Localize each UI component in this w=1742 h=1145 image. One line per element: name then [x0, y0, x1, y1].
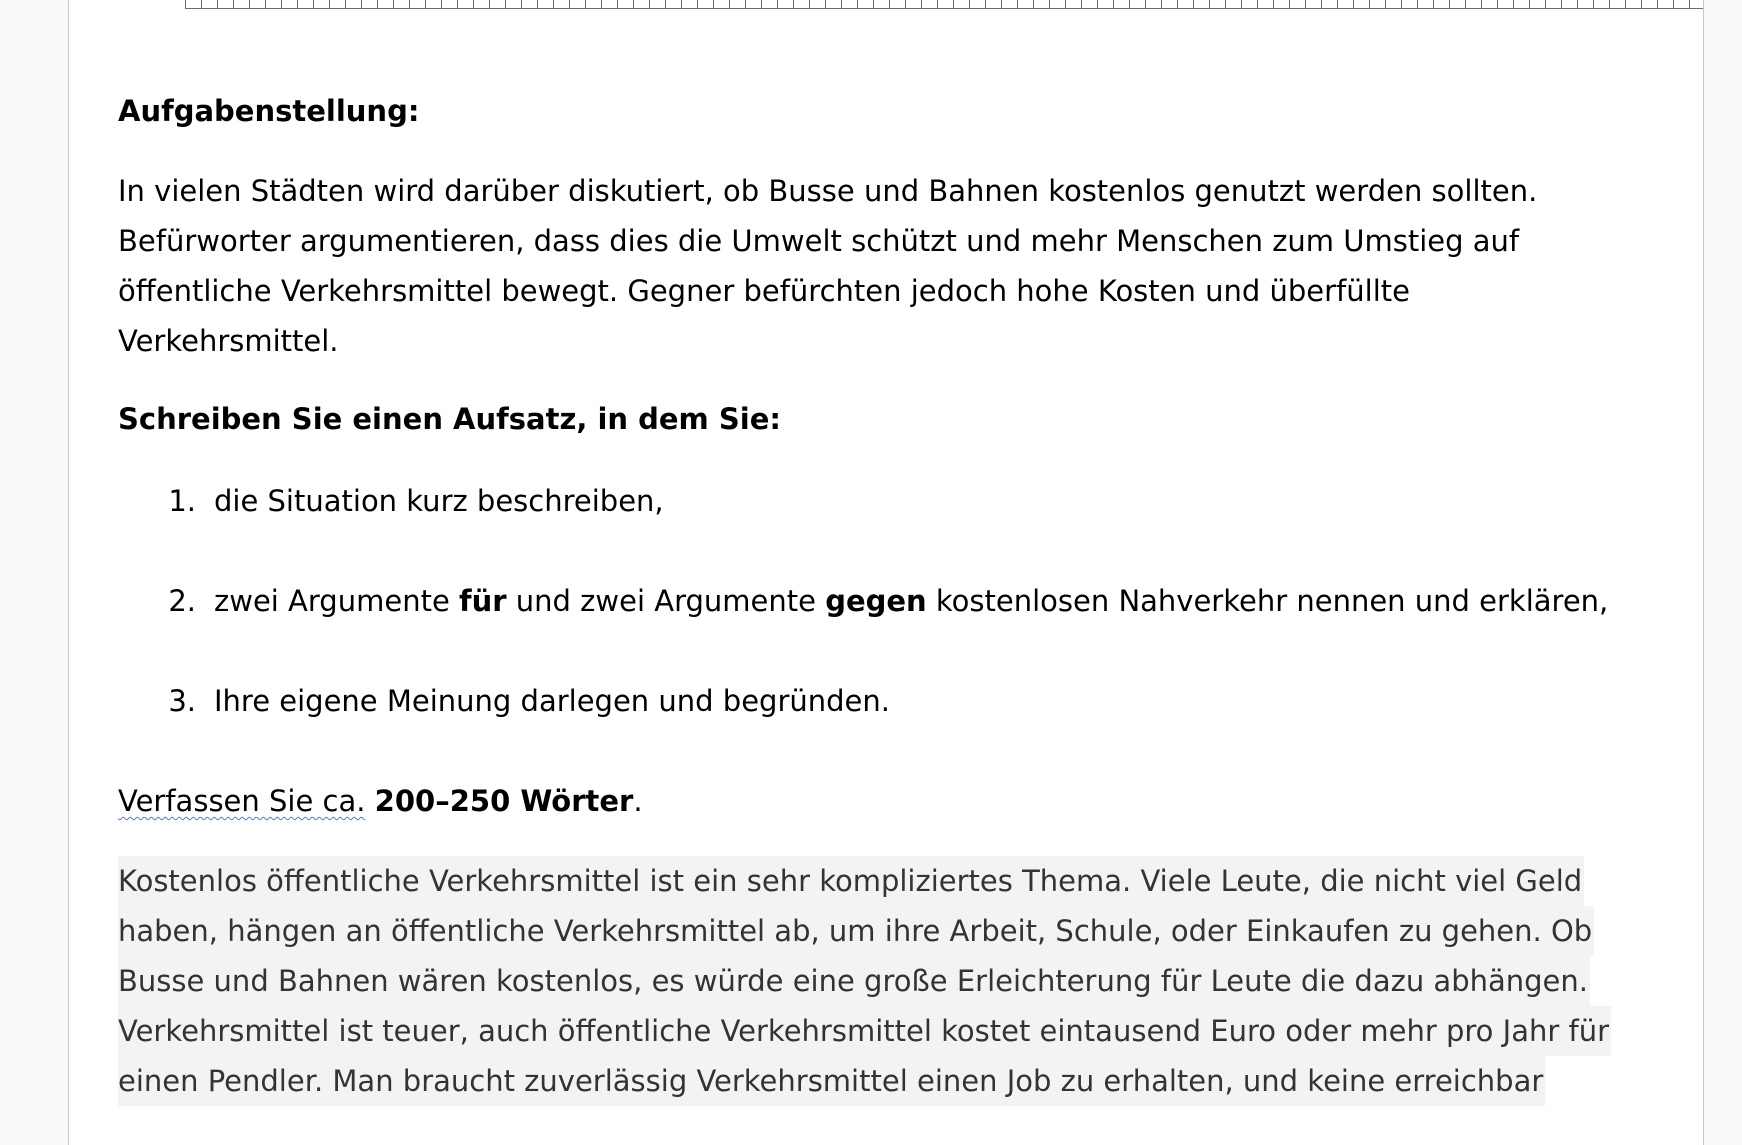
word-count-suffix: . — [633, 784, 643, 818]
essay-text[interactable] — [118, 856, 1704, 1106]
list-number: 1. — [168, 484, 196, 518]
essay-line: einen Pendler. Man braucht zuverlässig Verkehrsmittel einen Job zu erhalten, und keine erreichbar — [118, 1056, 1545, 1106]
list-number: 3. — [168, 684, 196, 718]
list-item-text-pre: zwei Argumente — [214, 584, 459, 618]
list-item — [118, 680, 1704, 722]
task-prompt: In vielen Städten wird darüber diskutiert, ob Busse und Bahnen kostenlos genutzt werden sollten. Befürworter argumentieren, dass dies die Umwelt schützt und mehr Menschen zum Umstieg auf öffentliche Verkehrsmittel bewegt. Gegner befürchten jedoch hohe Kosten und überfüllte Verkehrsmittel. — [118, 174, 1538, 358]
task-subheading: Schreiben Sie einen Aufsatz, in dem Sie: — [118, 402, 781, 436]
horizontal-ruler[interactable] — [185, 0, 1704, 9]
list-item-text: die Situation kurz beschreiben, — [214, 484, 664, 518]
task-heading: Aufgabenstellung: — [118, 94, 420, 128]
word-count-instruction — [118, 780, 1704, 822]
list-item-bold-for: für — [459, 584, 507, 618]
essay-line: Busse und Bahnen wären kostenlos, es würde eine große Erleichterung für Leute die dazu abhängen. — [118, 956, 1590, 1006]
essay-line: Verkehrsmittel ist teuer, auch öffentliche Verkehrsmittel kostet eintausend Euro oder mehr pro Jahr für — [118, 1006, 1611, 1056]
essay-line: haben, hängen an öffentliche Verkehrsmittel ab, um ihre Arbeit, Schule, oder Einkaufen zu gehen. Ob — [118, 906, 1594, 956]
document-page[interactable] — [68, 0, 1704, 1145]
list-item-text-post: kostenlosen Nahverkehr nennen und erklären, — [926, 584, 1609, 618]
document-body[interactable] — [118, 90, 1704, 1106]
essay-line: Kostenlos öffentliche Verkehrsmittel ist ein sehr kompliziertes Thema. Viele Leute, die nicht viel Geld — [118, 856, 1584, 906]
task-list — [118, 480, 1704, 722]
word-count-range: 200–250 Wörter — [374, 784, 634, 818]
list-item-text: Ihre eigene Meinung darlegen und begründen. — [214, 684, 890, 718]
list-item-text — [214, 580, 1608, 622]
list-number: 2. — [168, 584, 196, 618]
list-item-bold-against: gegen — [825, 584, 927, 618]
list-item-text-mid: und zwei Argumente — [506, 584, 826, 618]
list-item — [118, 580, 1704, 622]
spellcheck-flagged-text[interactable]: Verfassen Sie ca. — [118, 784, 366, 818]
list-item — [118, 480, 1704, 522]
